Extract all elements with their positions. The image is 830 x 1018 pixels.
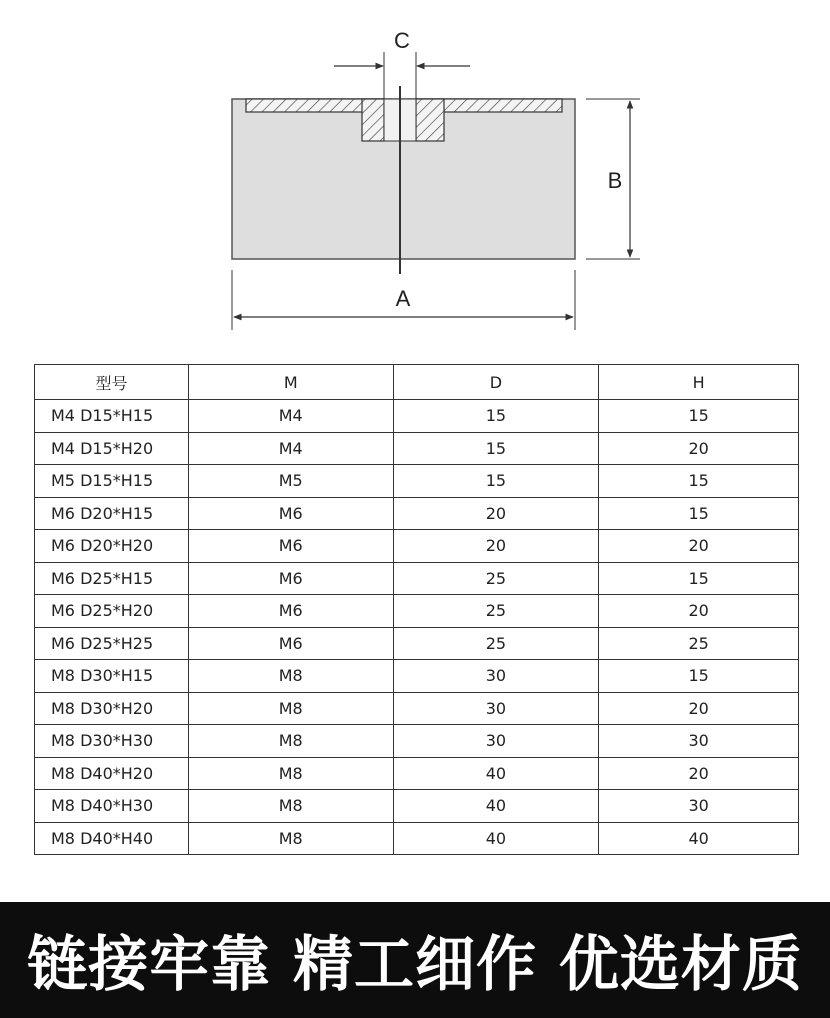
cell-model: M8 D40*H40: [35, 822, 189, 855]
cell-h: 15: [599, 660, 799, 693]
cell-model: M6 D20*H15: [35, 497, 189, 530]
cell-m: M6: [188, 562, 393, 595]
cell-m: M6: [188, 595, 393, 628]
cell-m: M6: [188, 627, 393, 660]
cell-h: 20: [599, 757, 799, 790]
cell-h: 15: [599, 465, 799, 498]
table-row: [35, 692, 799, 725]
cell-h: 15: [599, 400, 799, 433]
cell-d: 25: [393, 595, 599, 628]
table-row: [35, 400, 799, 433]
cell-h: 20: [599, 432, 799, 465]
cell-d: 40: [393, 790, 599, 823]
table-row: [35, 822, 799, 855]
cell-d: 15: [393, 432, 599, 465]
cell-h: 15: [599, 562, 799, 595]
cell-m: M8: [188, 757, 393, 790]
cell-h: 20: [599, 530, 799, 563]
table-row: [35, 757, 799, 790]
cell-m: M8: [188, 692, 393, 725]
table-row: [35, 530, 799, 563]
cell-m: M8: [188, 725, 393, 758]
table-row: [35, 595, 799, 628]
cell-m: M8: [188, 822, 393, 855]
cell-m: M4: [188, 432, 393, 465]
cell-m: M6: [188, 530, 393, 563]
cell-m: M8: [188, 790, 393, 823]
table-row: [35, 660, 799, 693]
cell-h: 20: [599, 692, 799, 725]
table-row: [35, 432, 799, 465]
cell-model: M8 D40*H30: [35, 790, 189, 823]
cell-d: 25: [393, 627, 599, 660]
cell-h: 20: [599, 595, 799, 628]
cell-model: M4 D15*H20: [35, 432, 189, 465]
cell-model: M8 D40*H20: [35, 757, 189, 790]
cell-m: M6: [188, 497, 393, 530]
cell-d: 30: [393, 692, 599, 725]
table-row: [35, 465, 799, 498]
table-body: [35, 400, 799, 855]
cell-d: 30: [393, 660, 599, 693]
cell-d: 15: [393, 465, 599, 498]
cell-m: M5: [188, 465, 393, 498]
table-row: [35, 562, 799, 595]
cell-model: M6 D25*H20: [35, 595, 189, 628]
spec-table: [34, 364, 799, 855]
cell-model: M4 D15*H15: [35, 400, 189, 433]
cell-model: M5 D15*H15: [35, 465, 189, 498]
insert-right: [416, 99, 444, 141]
slogan-text: 链接牢靠 精工细作 优选材质: [27, 930, 803, 1000]
header-h: H: [599, 365, 799, 400]
cell-d: 20: [393, 530, 599, 563]
cell-h: 40: [599, 822, 799, 855]
cell-d: 40: [393, 822, 599, 855]
table-row: [35, 725, 799, 758]
table-row: [35, 627, 799, 660]
header-model: 型号: [35, 365, 189, 400]
table-row: [35, 497, 799, 530]
slogan-banner: [0, 902, 830, 1018]
cell-model: M6 D25*H25: [35, 627, 189, 660]
cell-h: 25: [599, 627, 799, 660]
header-d: D: [393, 365, 599, 400]
dimension-label-c: C: [394, 28, 410, 53]
table-row: [35, 790, 799, 823]
cell-model: M8 D30*H30: [35, 725, 189, 758]
cell-model: M6 D25*H15: [35, 562, 189, 595]
cell-model: M8 D30*H15: [35, 660, 189, 693]
cell-d: 25: [393, 562, 599, 595]
cell-d: 40: [393, 757, 599, 790]
cell-h: 30: [599, 790, 799, 823]
header-m: M: [188, 365, 393, 400]
cell-h: 15: [599, 497, 799, 530]
cell-model: M6 D20*H20: [35, 530, 189, 563]
table-header-row: [35, 365, 799, 400]
dimension-label-b: B: [607, 168, 623, 193]
cell-d: 20: [393, 497, 599, 530]
insert-left: [362, 99, 384, 141]
cell-model: M8 D30*H20: [35, 692, 189, 725]
cell-d: 15: [393, 400, 599, 433]
cell-m: M8: [188, 660, 393, 693]
dimension-label-a: A: [395, 286, 411, 311]
cell-h: 30: [599, 725, 799, 758]
cell-m: M4: [188, 400, 393, 433]
technical-drawing: [0, 0, 830, 345]
cell-d: 30: [393, 725, 599, 758]
